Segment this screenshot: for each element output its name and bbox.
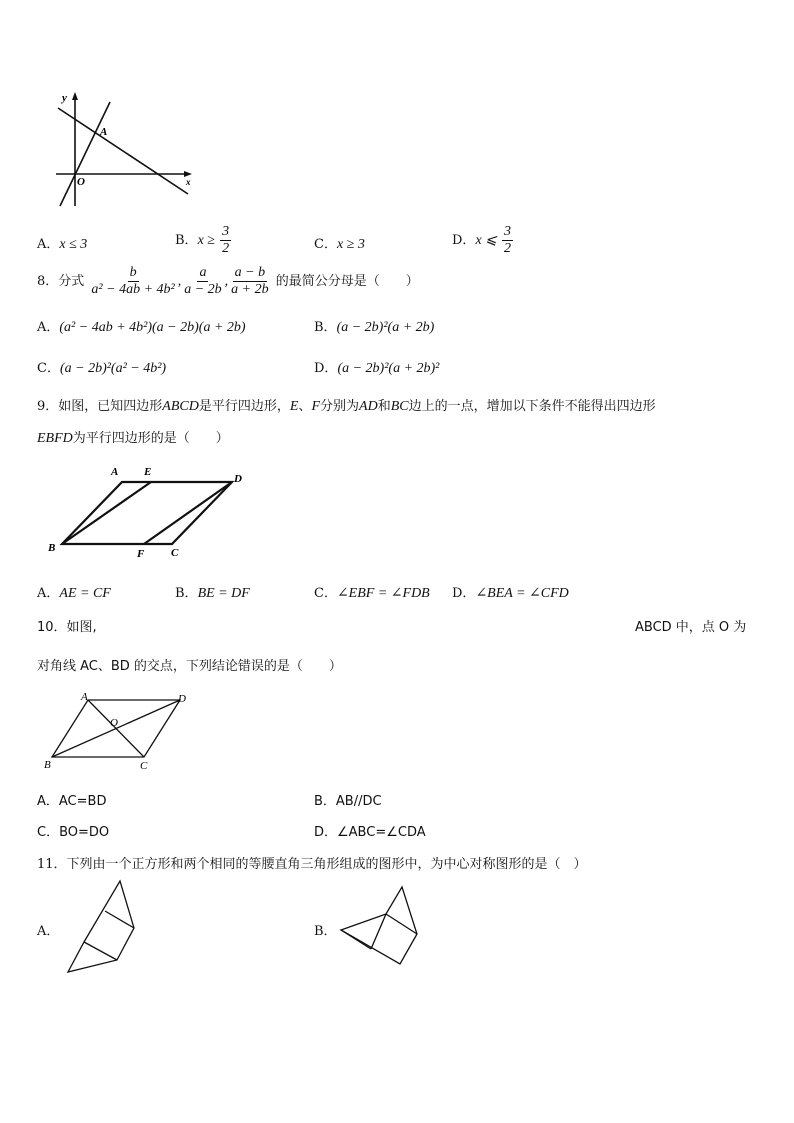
- q8-fraction-1: $\frac{b}{\text{a² − 4ab + 4b²}}$: [91, 265, 175, 297]
- segment-be: [62, 482, 151, 544]
- option-letter: B．: [314, 320, 337, 335]
- q8-fraction-2: $\frac{a}{a - 2b}$: [184, 265, 222, 297]
- option-letter: B．: [175, 586, 198, 601]
- q8-option-d[interactable]: [314, 357, 439, 377]
- fraction: $\frac{3}{2}$: [504, 224, 512, 256]
- q8-fraction-3: $\frac{a - b}{a + 2b}$: [231, 265, 269, 297]
- option-letter: C．: [314, 237, 337, 252]
- y-axis-label: y: [62, 92, 67, 104]
- option-letter: B．: [175, 233, 198, 248]
- q8-option-a[interactable]: [37, 316, 246, 336]
- q10-figure: [40, 690, 200, 775]
- label-b: B: [44, 759, 51, 771]
- label-c: C: [171, 547, 179, 559]
- option-math: ∠EBF = ∠FDB: [336, 586, 430, 601]
- segment-fd: [144, 482, 232, 544]
- q11-option-b[interactable]: [314, 920, 337, 939]
- label-d: D: [178, 693, 186, 705]
- option-math: ∠BEA = ∠CFD: [475, 586, 569, 601]
- q9-figure: [40, 460, 260, 560]
- q7-graph: [50, 88, 200, 213]
- q11-option-a[interactable]: [37, 920, 59, 939]
- q10-option-a[interactable]: A．AC=BD: [37, 794, 107, 809]
- q10-option-b[interactable]: B．AB//DC: [314, 794, 382, 809]
- option-letter: D．: [314, 361, 338, 376]
- q8-option-b[interactable]: [314, 316, 434, 336]
- option-letter: A．: [37, 586, 60, 601]
- triangle-edge: [341, 930, 371, 949]
- option-math: x ⩽: [475, 233, 497, 248]
- label-d: D: [234, 473, 242, 485]
- option-math: (a² − 4ab + 4b²)(a − 2b)(a + 2b): [59, 320, 246, 335]
- q8-option-c[interactable]: [37, 357, 166, 377]
- q9-option-b[interactable]: [175, 582, 250, 602]
- q10-stem-right: ABCD 中，点 O 为: [635, 620, 747, 635]
- q11-figure-b: [338, 884, 423, 969]
- q11-stem: 11．下列由一个正方形和两个相同的等腰直角三角形组成的图形中，为中心对称图形的是（ ）: [37, 857, 587, 872]
- figure-outline: [68, 881, 134, 972]
- label-a: A: [81, 691, 88, 703]
- option-math: x ≥: [197, 233, 215, 248]
- q9-option-a[interactable]: [37, 582, 111, 602]
- square-top-edge: [386, 914, 417, 934]
- option-math: (a − 2b)²(a² − 4b²): [59, 361, 167, 376]
- increasing-line: [60, 102, 110, 206]
- q7-option-c[interactable]: [314, 233, 365, 253]
- q10-option-c[interactable]: C．BO=DO: [37, 825, 110, 840]
- square-bottom-edge: [84, 942, 117, 960]
- option-math: (a − 2b)²(a + 2b)²: [337, 361, 440, 376]
- fraction: $\frac{3}{2}$: [222, 224, 230, 256]
- q8-suffix: 的最简公分母是（ ）: [275, 274, 419, 289]
- q7-option-b[interactable]: [175, 224, 232, 257]
- option-letter: A．: [37, 320, 60, 335]
- q10-stem-line2: 对角线 AC、BD 的交点，下列结论错误的是（ ）: [37, 659, 342, 674]
- origin-label: O: [77, 176, 85, 188]
- figure-outline: [341, 887, 417, 964]
- option-math: AE = CF: [59, 586, 111, 601]
- q9-option-d[interactable]: [452, 582, 569, 602]
- label-a: A: [111, 466, 119, 478]
- option-math: (a − 2b)²(a + 2b): [336, 320, 435, 335]
- parallelogram-abcd: [62, 482, 232, 544]
- q7-option-d[interactable]: [452, 224, 514, 257]
- y-axis-arrow: [72, 92, 78, 100]
- option-letter: D．: [452, 586, 476, 601]
- option-letter: D．: [452, 233, 476, 248]
- square-left-edge: [371, 914, 386, 949]
- option-letter: A．: [37, 237, 60, 252]
- option-letter: C．: [314, 586, 337, 601]
- option-letter: A．: [37, 924, 60, 939]
- option-math: BE = DF: [197, 586, 250, 601]
- q9-stem-line1: 9．如图，已知四边形ABCD是平行四边形，E、F分别为AD和BC边上的一点，增加以下条件不能得出四边形: [37, 399, 656, 414]
- label-f: F: [137, 548, 145, 560]
- q10-stem-left: 10．如图,: [37, 620, 97, 635]
- option-math: x ≤ 3: [59, 237, 88, 252]
- q8-stem: 8．分式 $\frac{b}{\text{a² − 4ab + 4b²}}$ , $\frac{a}{a - 2b}$ , $\frac{a - b}{a + 2b}$ 的最简公分母是（ ）: [37, 265, 419, 297]
- label-b: B: [48, 542, 56, 554]
- q7-option-a[interactable]: [37, 233, 87, 253]
- option-math: x ≥ 3: [336, 237, 365, 252]
- q9-stem-line2: EBFD为平行四边形的是（ ）: [37, 431, 229, 446]
- q10-option-d[interactable]: D．∠ABC=∠CDA: [314, 825, 426, 840]
- q8-prefix: 8．分式: [37, 274, 85, 289]
- label-o: O: [110, 717, 118, 729]
- label-c: C: [140, 760, 148, 772]
- x-axis-label: x: [186, 177, 191, 187]
- label-e: E: [144, 466, 152, 478]
- q11-figure-a: [60, 876, 140, 976]
- point-a-label: A: [100, 126, 108, 138]
- option-letter: B．: [314, 924, 337, 939]
- option-letter: C．: [37, 361, 60, 376]
- q9-option-c[interactable]: [314, 582, 430, 602]
